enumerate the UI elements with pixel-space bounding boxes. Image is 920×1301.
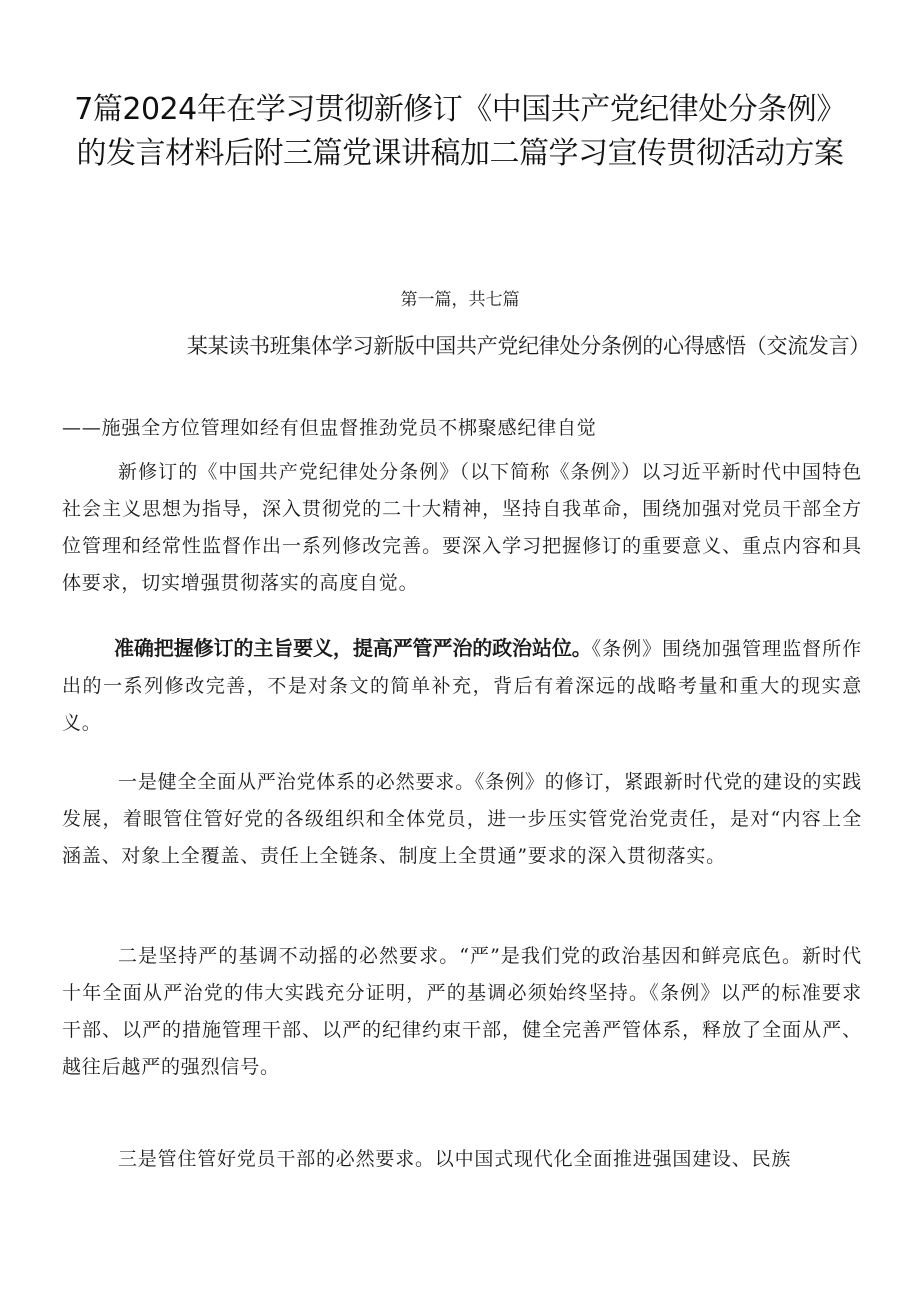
point2-paragraph: 二是坚持严的基调不动摇的必然要求。“严”是我们党的政治基因和鲜亮底色。新时代十年全面从严治党的伟大实践充分证明，严的基调必须始终坚持。《条例》以严的标准要求干部、以严的措施管理干部、以严的纪律约束干部，健全完善严管体系，释放了全面从严、越往后越严的强烈信号。	[62, 945, 862, 1078]
article-subtitle: ——施强全方位管理如经有但盅督推劲党员不梆聚感纪律自觉	[62, 417, 597, 439]
section1-paragraph	[62, 630, 862, 742]
article-title: 某某读书班集体学习新版中国共产党纪律处分条例的心得感悟（交流发言）	[186, 334, 870, 358]
part-label: 第一篇，共七篇	[400, 290, 520, 310]
document-title: 7篇2024年在学习贯彻新修订《中国共产党纪律处分条例》的发言材料后附三篇党课讲稿加二篇学习宣传贯彻活动方案	[74, 92, 846, 171]
point1-paragraph: 一是健全全面从严治党体系的必然要求。《条例》的修订，紧跟新时代党的建设的实践发展，着眼管住管好党的各级组织和全体党员，进一步压实管党治党责任，是对“内容上全涵盖、对象上全覆盖、责任上全链条、制度上全贯通”要求的深入贯彻落实。	[62, 771, 862, 867]
intro-paragraph: 新修订的《中国共产党纪律处分条例》（以下简称《条例》）以习近平新时代中国特色社会主义思想为指导，深入贯彻党的二十大精神，坚持自我革命，围绕加强对党员干部全方位管理和经常性监督作出一系列修改完善。要深入学习把握修订的重要意义、重点内容和具体要求，切实增强贯彻落实的高度自觉。	[62, 461, 862, 594]
section1-body: 《条例》围绕加强管理监督所作出的一系列修改完善，不是对条文的简单补充，背后有着深远的战略考量和重大的现实意义。	[62, 638, 862, 734]
point3-paragraph: 三是管住管好党员干部的必然要求。以中国式现代化全面推进强国建设、民族	[118, 1148, 792, 1170]
section1-heading: 准确把握修订的主旨要义，提高严管严治的政治站位。	[114, 636, 592, 660]
